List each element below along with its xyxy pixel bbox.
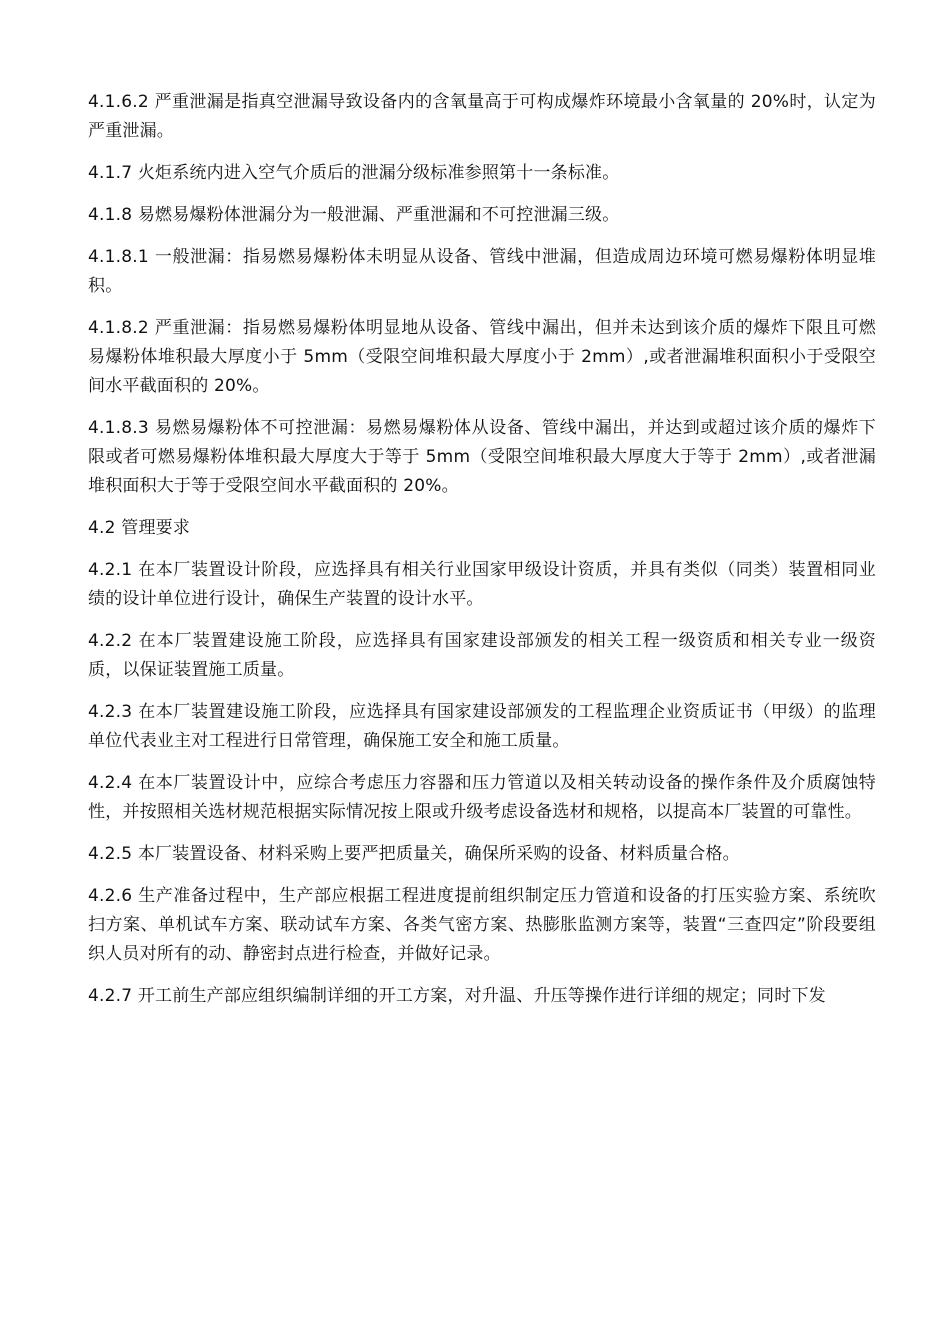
paragraph-4-1-8: 4.1.8 易燃易爆粉体泄漏分为一般泄漏、严重泄漏和不可控泄漏三级。 (88, 205, 620, 225)
paragraph-4-2-7: 4.2.7 开工前生产部应组织编制详细的开工方案，对升温、升压等操作进行详细的规定；同时下发 (88, 986, 826, 1006)
paragraph-4-1-7: 4.1.7 火炬系统内进入空气介质后的泄漏分级标准参照第十一条标准。 (88, 163, 620, 183)
paragraph-4-2-2: 4.2.2 在本厂装置建设施工阶段，应选择具有国家建设部颁发的相关工程一级资质和相关专业一级资质，以保证装置施工质量。 (88, 631, 876, 680)
document-page (88, 88, 876, 1024)
paragraph-4-2-6: 4.2.6 生产准备过程中，生产部应根据工程进度提前组织制定压力管道和设备的打压实验方案、系统吹扫方案、单机试车方案、联动试车方案、各类气密方案、热膨胀监测方案等，装置“三查四定”阶段要组织人员对所有的动、静密封点进行检查，并做好记录。 (88, 886, 876, 964)
paragraph-4-2-3: 4.2.3 在本厂装置建设施工阶段，应选择具有国家建设部颁发的工程监理企业资质证书（甲级）的监理单位代表业主对工程进行日常管理，确保施工安全和施工质量。 (88, 702, 876, 751)
paragraph-4-2-5: 4.2.5 本厂装置设备、材料采购上要严把质量关，确保所采购的设备、材料质量合格。 (88, 844, 740, 864)
paragraph-4-2-1: 4.2.1 在本厂装置设计阶段，应选择具有相关行业国家甲级设计资质，并具有类似（同类）装置相同业绩的设计单位进行设计，确保生产装置的设计水平。 (88, 560, 876, 609)
paragraph-4-1-8-1: 4.1.8.1 一般泄漏：指易燃易爆粉体未明显从设备、管线中泄漏，但造成周边环境可燃易爆粉体明显堆积。 (88, 247, 876, 296)
paragraph-4-2-4: 4.2.4 在本厂装置设计中，应综合考虑压力容器和压力管道以及相关转动设备的操作条件及介质腐蚀特性，并按照相关选材规范根据实际情况按上限或升级考虑设备选材和规格，以提高本厂装置的可靠性。 (88, 773, 876, 822)
paragraph-4-1-8-3: 4.1.8.3 易燃易爆粉体不可控泄漏：易燃易爆粉体从设备、管线中漏出，并达到或超过该介质的爆炸下限或者可燃易爆粉体堆积最大厚度大于等于 5mm（受限空间堆积最大厚度大于等于 2mm）,或者泄漏堆积面积大于等于受限空间水平截面积的 20%。 (88, 418, 876, 496)
section-heading-4-2: 4.2 管理要求 (88, 518, 191, 538)
paragraph-4-1-8-2: 4.1.8.2 严重泄漏：指易燃易爆粉体明显地从设备、管线中漏出，但并未达到该介质的爆炸下限且可燃易爆粉体堆积最大厚度小于 5mm（受限空间堆积最大厚度小于 2mm）,或者泄漏堆积面积小于受限空间水平截面积的 20%。 (88, 318, 876, 396)
paragraph-4-1-6-2: 4.1.6.2 严重泄漏是指真空泄漏导致设备内的含氧量高于可构成爆炸环境最小含氧量的 20%时，认定为严重泄漏。 (88, 92, 876, 141)
